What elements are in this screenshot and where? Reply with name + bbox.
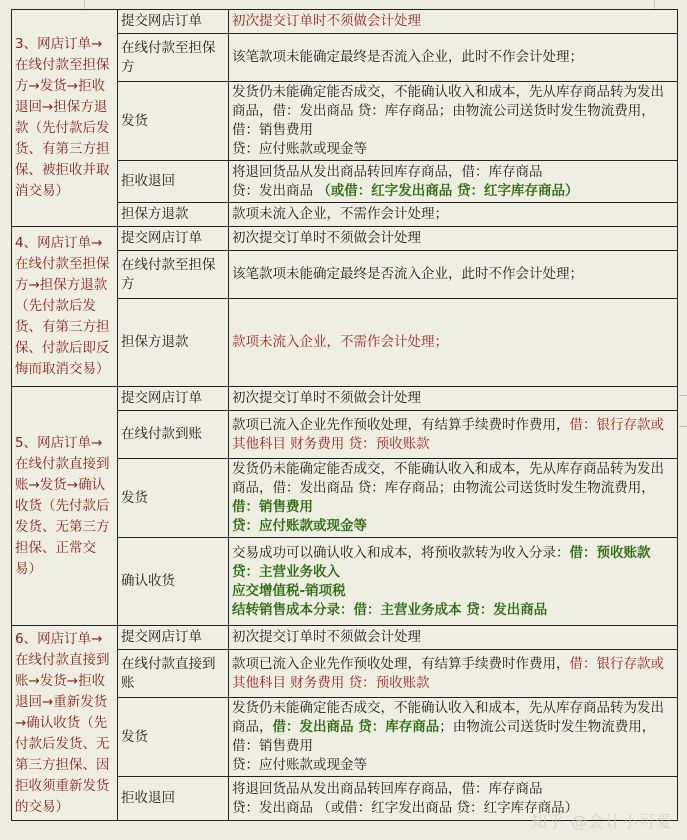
table-row bbox=[12, 387, 678, 411]
description-segment: 将退回货品从发出商品转回库存商品，借：库存商品 bbox=[232, 780, 543, 797]
watermark: 知乎 @会计小可爱 bbox=[530, 812, 673, 831]
step-name: 发货 bbox=[118, 82, 229, 161]
step-description bbox=[229, 626, 678, 650]
description-segment: 初次提交订单时不须做会计处理 bbox=[232, 390, 421, 406]
step-name: 提交网店订单 bbox=[118, 387, 229, 411]
accounting-table bbox=[11, 9, 678, 821]
description-segment: 贷：应付账款或现金等 bbox=[232, 141, 367, 157]
step-description bbox=[229, 227, 678, 251]
table-row bbox=[12, 227, 678, 251]
table-row bbox=[12, 10, 678, 34]
description-segment: 借：银行存款或其他科目 财务费用 贷：预收账款 bbox=[232, 416, 664, 452]
description-segment: 贷：应付账款或现金等 bbox=[232, 518, 367, 534]
step-description bbox=[229, 698, 678, 777]
description-segment: 该笔款项未能确定最终是否流入企业，此时不作会计处理； bbox=[232, 266, 583, 282]
step-name: 在线付款直接到账 bbox=[118, 650, 229, 698]
description-segment: 发货仍未能确定能否成交，不能确认收入和成本，先从库存商品转为发出商品，借：发出商品 贷：库存商品；由物流公司送货时发生物流费用， bbox=[232, 461, 664, 496]
description-segment: 该笔款项未能确定最终是否流入企业，此时不作会计处理； bbox=[232, 49, 583, 65]
scenario-title: 3、网店订单→在线付款至担保方→发货→拒收退回→担保方退款（先付款后发货、有第三方担保、被拒收并取消交易） bbox=[12, 10, 118, 227]
step-name: 确认收货 bbox=[118, 538, 229, 626]
description-segment: 款项已流入企业先作预收处理，有结算手续费时作费用， bbox=[232, 655, 570, 672]
step-name: 发货 bbox=[118, 698, 229, 777]
description-segment: 初次提交订单时不须做会计处理 bbox=[232, 629, 421, 645]
description-segment: 借：预收账款 bbox=[569, 544, 651, 561]
step-description bbox=[229, 411, 678, 459]
step-description bbox=[229, 387, 678, 411]
description-segment: 贷：发出商品 （或借：红字发出商品 贷：红字库存商品） bbox=[232, 799, 579, 816]
description-segment: 款项未流入企业，不需作会计处理； bbox=[232, 334, 448, 350]
description-segment: 初次提交订单时不须做会计处理 bbox=[232, 230, 421, 246]
description-segment: ；由物流公司送货时发生物流费用，借：销售费用 bbox=[232, 719, 656, 754]
description-segment: 借：销售费用 bbox=[232, 499, 313, 515]
description-segment: （或借：红字发出商品 贷：红字库存商品） bbox=[317, 182, 579, 199]
description-segment: 交易成功可以确认收入和成本，将预收款转为收入分录： bbox=[232, 544, 570, 561]
step-name: 发货 bbox=[118, 459, 229, 538]
step-name: 担保方退款 bbox=[118, 203, 229, 227]
description-segment: 贷：主营业务收入 bbox=[232, 563, 340, 580]
step-description bbox=[229, 203, 678, 227]
description-segment: 初次提交订单时不须做会计处理 bbox=[232, 13, 421, 29]
step-name: 担保方退款 bbox=[118, 299, 229, 387]
top-divider-line bbox=[654, 0, 655, 9]
description-segment: 结转销售成本分录：借：主营业务成本 贷：发出商品 bbox=[232, 601, 548, 618]
step-description bbox=[229, 161, 678, 203]
step-name: 在线付款至担保方 bbox=[118, 34, 229, 82]
description-segment: 贷：发出商品 bbox=[232, 182, 318, 199]
step-description bbox=[229, 10, 678, 34]
top-divider-line bbox=[84, 0, 85, 9]
step-name: 拒收退回 bbox=[118, 777, 229, 821]
description-segment: 发货仍未能确定能否成交，不能确认收入和成本，先从库存商品转为发出商品， bbox=[232, 700, 664, 735]
description-segment: 贷：应付账款或现金等 bbox=[232, 757, 367, 773]
step-name: 提交网店订单 bbox=[118, 227, 229, 251]
description-segment: 发货仍未能确定能否成交，不能确认收入和成本，先从库存商品转为发出商品，借：发出商品 贷：库存商品；由物流公司送货时发生物流费用，借：销售费用 bbox=[232, 84, 664, 138]
step-description bbox=[229, 251, 678, 299]
step-name: 拒收退回 bbox=[118, 161, 229, 203]
scenario-title: 6、网店订单→在线付款直接到账→发货→拒收退回→重新发货→确认收货（先付款后发货、无第三方担保、因拒收须重新发货的交易） bbox=[12, 626, 118, 821]
description-segment: 借：银行存款或其他科目 财务费用 贷：预收账款 bbox=[232, 655, 664, 691]
step-description bbox=[229, 34, 678, 82]
step-description bbox=[229, 299, 678, 387]
step-description bbox=[229, 650, 678, 698]
step-name: 提交网店订单 bbox=[118, 10, 229, 34]
step-description bbox=[229, 82, 678, 161]
description-segment: 应交增值税-销项税 bbox=[232, 582, 346, 599]
description-segment: 借：发出商品 贷：库存商品 bbox=[272, 719, 440, 735]
step-description bbox=[229, 538, 678, 626]
description-segment: 款项已流入企业先作预收处理，有结算手续费时作费用， bbox=[232, 416, 570, 433]
step-name: 在线付款到账 bbox=[118, 411, 229, 459]
description-segment: 将退回货品从发出商品转回库存商品，借：库存商品 bbox=[232, 163, 543, 180]
scenario-title: 5、网店订单→在线付款直接到账→发货→确认收货（先付款后发货、无第三方担保、正常交易） bbox=[12, 387, 118, 626]
scroll-marker bbox=[679, 395, 687, 427]
table-row bbox=[12, 626, 678, 650]
scenario-title: 4、网店订单→在线付款至担保方→担保方退款（先付款后发货、有第三方担保、付款后即反悔而取消交易） bbox=[12, 227, 118, 387]
step-name: 在线付款至担保方 bbox=[118, 251, 229, 299]
step-name: 提交网店订单 bbox=[118, 626, 229, 650]
description-segment: 款项未流入企业，不需作会计处理； bbox=[232, 206, 448, 222]
step-description bbox=[229, 459, 678, 538]
